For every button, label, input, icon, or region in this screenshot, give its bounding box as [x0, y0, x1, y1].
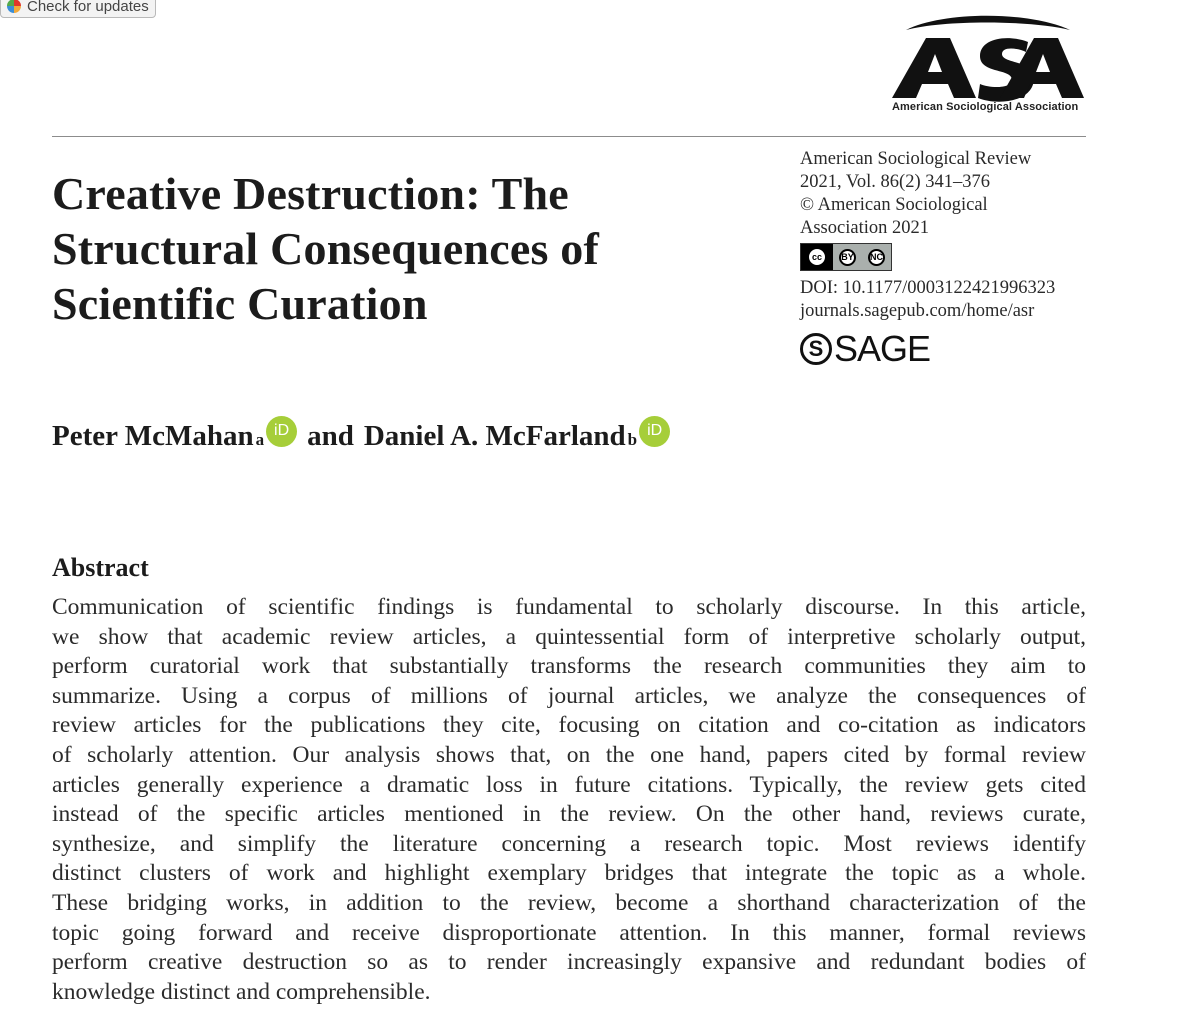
- title-line: Structural Consequences of: [52, 223, 599, 274]
- orcid-icon[interactable]: iD: [266, 416, 297, 447]
- author-list: [52, 420, 680, 457]
- journal-info: [800, 148, 1100, 367]
- check-for-updates-label: Check for updates: [27, 0, 149, 15]
- abstract-body: [52, 593, 1086, 1007]
- abstract-line: topic going forward and receive disproportionate attention. In this manner, formal reviews: [52, 919, 1086, 946]
- cc-nc-icon: NC: [868, 249, 885, 266]
- abstract-line: synthesize, and simplify the literature concerning a research topic. Most reviews identify: [52, 830, 1086, 857]
- crossmark-icon: [7, 0, 21, 13]
- sage-wordmark: SAGE: [834, 328, 931, 369]
- cc-icon: cc: [807, 247, 827, 267]
- journal-name: American Sociological Review: [800, 149, 1032, 169]
- author-affiliation: b: [627, 430, 638, 449]
- author-name: Daniel A. McFarland: [363, 420, 626, 452]
- author-name: Peter McMahan: [52, 420, 254, 452]
- abstract-line: summarize. Using a corpus of millions of journal articles, we analyze the consequences of: [52, 682, 1086, 709]
- cc-license-badge[interactable]: [800, 243, 892, 271]
- article-title: [52, 166, 752, 331]
- abstract-line: review articles for the publications they cite, focusing on citation and co-citation as indicators: [52, 712, 1086, 739]
- abstract-line: perform creative destruction so as to render increasingly expansive and redundant bodies of: [52, 949, 1086, 976]
- journal-url[interactable]: journals.sagepub.com/home/asr: [800, 301, 1035, 321]
- cc-by-icon: BY: [839, 249, 856, 266]
- asa-logo-subtitle: American Sociological Association: [892, 101, 1079, 113]
- abstract-line: articles generally experience a dramatic loss in future citations. Typically, the review gets cited: [52, 771, 1086, 798]
- copyright-line: Association 2021: [800, 218, 929, 238]
- abstract-line: knowledge distinct and comprehensible.: [52, 978, 431, 1005]
- abstract-line: we show that academic review articles, a quintessential form of interpretive scholarly output,: [52, 623, 1086, 650]
- sage-logo: [800, 328, 1100, 369]
- abstract-line: distinct clusters of work and highlight exemplary bridges that integrate the topic as a whole.: [52, 860, 1086, 887]
- abstract-heading: Abstract: [52, 553, 149, 582]
- header-divider: [52, 136, 1086, 137]
- author-joiner: and: [307, 420, 354, 452]
- title-line: Scientific Curation: [52, 278, 428, 329]
- journal-volume: 2021, Vol. 86(2) 341–376: [800, 172, 990, 192]
- doi[interactable]: DOI: 10.1177/0003122421996323: [800, 278, 1056, 298]
- orcid-icon[interactable]: iD: [639, 416, 670, 447]
- abstract-line: Communication of scientific findings is fundamental to scholarly discourse. In this article,: [52, 594, 1086, 620]
- check-for-updates-button[interactable]: [0, 0, 156, 18]
- abstract-line: instead of the specific articles mentioned in the review. On the other hand, reviews curate,: [52, 801, 1086, 828]
- title-line: Creative Destruction: The: [52, 168, 569, 219]
- abstract-line: perform curatorial work that substantially transforms the research communities they aim to: [52, 653, 1086, 680]
- sage-s-icon: S: [800, 333, 832, 365]
- author-affiliation: a: [255, 430, 265, 449]
- abstract-line: of scholarly attention. Our analysis shows that, on the one hand, papers cited by formal review: [52, 741, 1086, 768]
- copyright-line: © American Sociological: [800, 195, 988, 215]
- abstract-line: These bridging works, in addition to the review, become a shorthand characterization of the: [52, 889, 1086, 916]
